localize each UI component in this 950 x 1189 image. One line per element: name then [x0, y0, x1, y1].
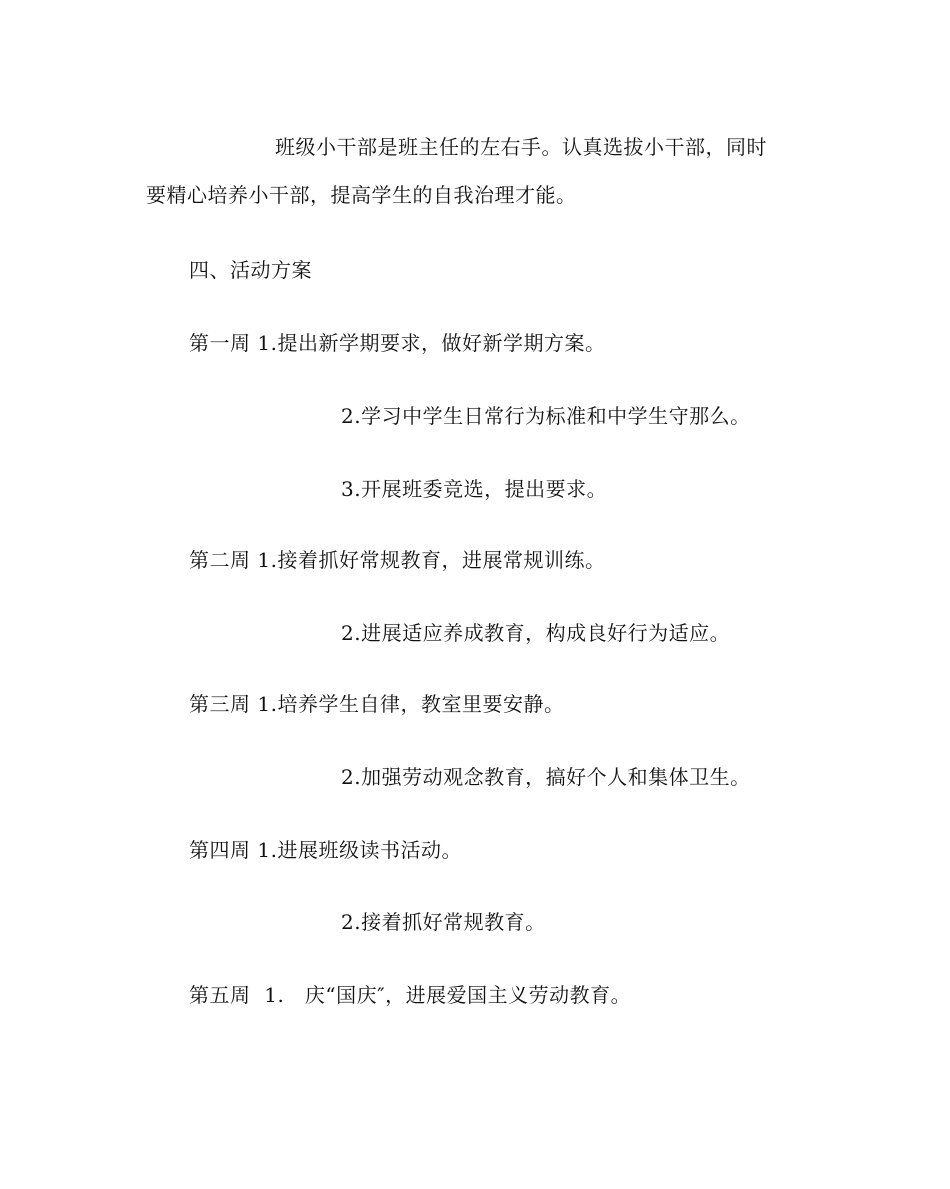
paragraph-line-1: 班级小干部是班主任的左右手。认真选拔小干部，同时: [275, 135, 767, 159]
week-1-item-1: 第一周 1.提出新学期要求，做好新学期方案。: [189, 331, 606, 355]
week-2-item-2: 2.进展适应养成教育，构成良好行为适应。: [341, 621, 731, 645]
section-heading: 四、活动方案: [189, 258, 312, 282]
paragraph-line-2: 要精心培养小干部，提高学生的自我治理才能。: [146, 183, 577, 207]
week-1-item-2: 2.学习中学生日常行为标准和中学生守那么。: [341, 404, 751, 428]
week-2-item-1: 第二周 1.接着抓好常规教育，进展常规训练。: [189, 548, 606, 572]
week-3-item-2: 2.加强劳动观念教育，搞好个人和集体卫生。: [341, 765, 751, 789]
week-4-item-2: 2.接着抓好常规教育。: [341, 910, 546, 934]
week-3-item-1: 第三周 1.培养学生自律，教室里要安静。: [189, 692, 565, 716]
week-5-item-1: 第五周 1. 庆“国庆″，进展爱国主义劳动教育。: [189, 983, 632, 1007]
week-4-item-1: 第四周 1.进展班级读书活动。: [189, 838, 462, 862]
week-1-item-3: 3.开展班委竞选，提出要求。: [341, 477, 608, 501]
